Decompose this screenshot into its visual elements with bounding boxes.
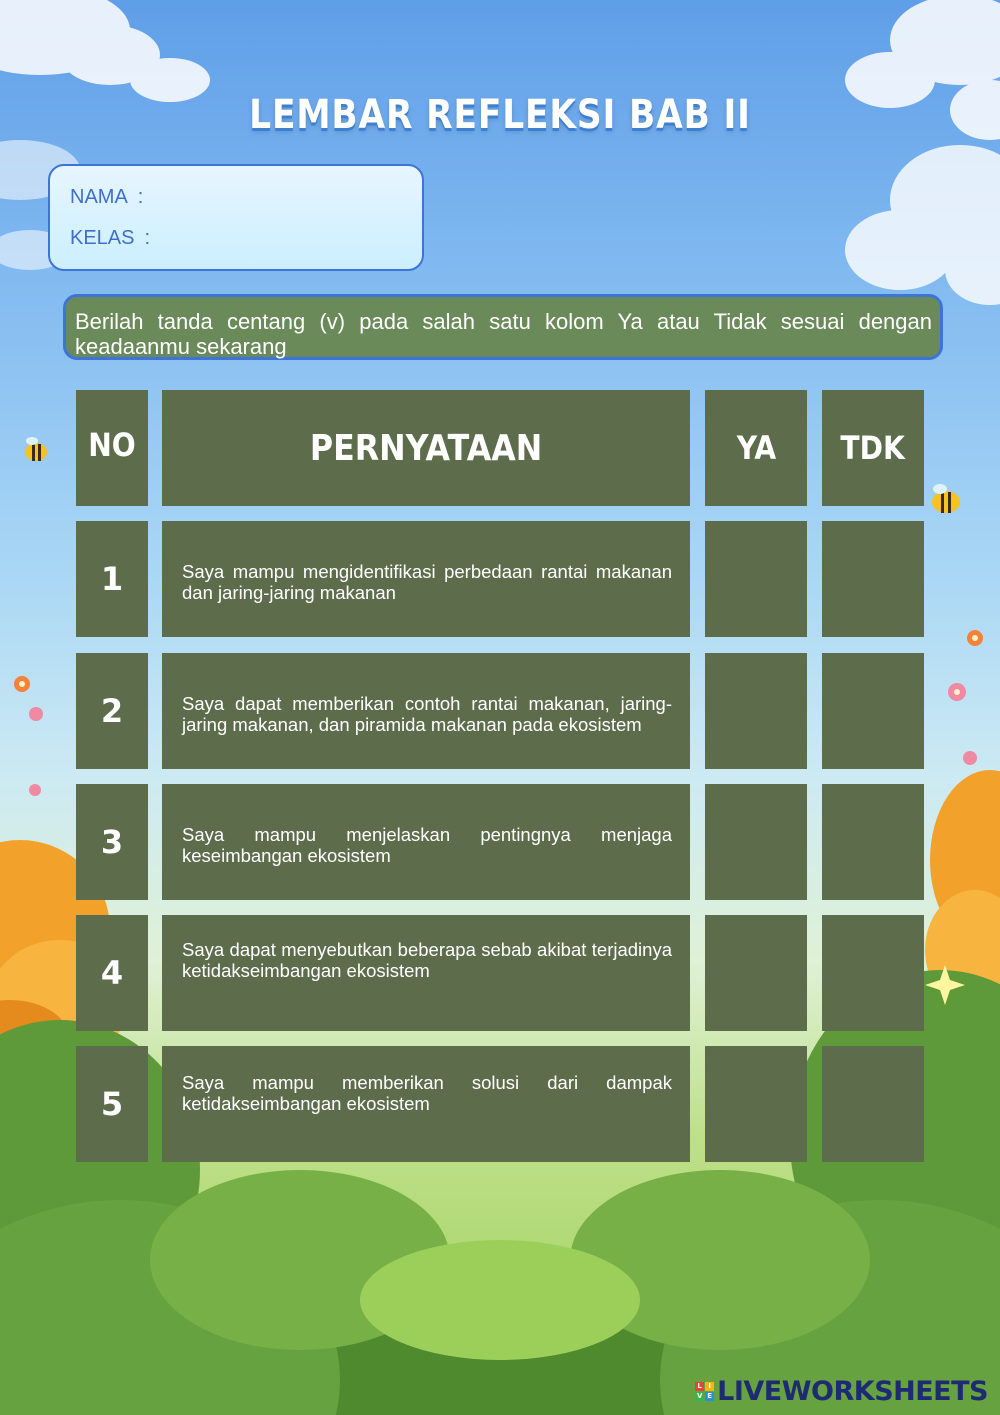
logo-letter-l: L	[695, 1382, 704, 1391]
row-2-statement: Saya dapat memberikan contoh rantai makanan, jaring-jaring makanan, dan piramida makanan pada ekosistem	[162, 653, 690, 769]
row-3-yes-checkbox[interactable]	[705, 784, 807, 900]
row-5-yes-checkbox[interactable]	[705, 1046, 807, 1162]
row-5-statement: Saya mampu memberikan solusi dari dampak ketidakseimbangan ekosistem	[162, 1046, 690, 1162]
row-3-statement: Saya mampu menjelaskan pentingnya menjaga keseimbangan ekosistem	[162, 784, 690, 900]
class-line	[70, 227, 150, 250]
header-statement	[162, 390, 690, 506]
row-3-no-checkbox[interactable]	[822, 784, 924, 900]
header-tdk	[822, 390, 924, 506]
logo-letter-v: V	[696, 1392, 703, 1400]
row-2-yes-checkbox[interactable]	[705, 653, 807, 769]
logo-letter-i: I	[705, 1382, 714, 1391]
row-4-no-checkbox[interactable]	[822, 915, 924, 1031]
row-5-no-checkbox[interactable]	[822, 1046, 924, 1162]
row-4-yes-checkbox[interactable]	[705, 915, 807, 1031]
header-statement-label: PERNYATAAN	[309, 427, 543, 469]
name-line	[70, 186, 143, 209]
cloud-top-left	[0, 0, 210, 102]
liveworksheets-brand-name: LIVEWORKSHEETS	[717, 1376, 988, 1407]
row-1-number: 1	[76, 521, 148, 637]
row-4-statement: Saya dapat menyebutkan beberapa sebab akibat terjadinya ketidakseimbangan ekosistem	[162, 915, 690, 1031]
row-2-number: 2	[76, 653, 148, 769]
liveworksheets-logo[interactable]	[695, 1376, 988, 1407]
header-no	[76, 390, 148, 506]
cloud-right	[845, 145, 1000, 305]
row-1-no-checkbox[interactable]	[822, 521, 924, 637]
page-title: LEMBAR REFLEKSI BAB II	[249, 92, 751, 138]
instruction-box: Berilah tanda centang (v) pada salah satu kolom Ya atau Tidak sesuai dengan keadaanmu sekarang	[63, 294, 943, 360]
row-1-yes-checkbox[interactable]	[705, 521, 807, 637]
identity-box	[48, 164, 424, 271]
row-2-no-checkbox[interactable]	[822, 653, 924, 769]
bee-left	[25, 437, 47, 461]
name-label: NAMA	[70, 186, 128, 208]
class-colon: :	[144, 227, 151, 249]
green-bushes	[0, 970, 1000, 1415]
header-yes	[705, 390, 807, 506]
logo-letter-e: E	[705, 1392, 714, 1401]
liveworksheets-logo-icon	[695, 1382, 714, 1401]
row-3-number: 3	[76, 784, 148, 900]
header-tdk-label: TDK	[840, 429, 906, 467]
row-4-number: 4	[76, 915, 148, 1031]
row-5-number: 5	[76, 1046, 148, 1162]
bee-right	[932, 484, 960, 513]
header-no-label: NO	[88, 426, 136, 464]
name-colon: :	[137, 186, 144, 208]
row-1-statement: Saya mampu mengidentifikasi perbedaan rantai makanan dan jaring-jaring makanan	[162, 521, 690, 637]
header-yes-label: YA	[736, 429, 776, 467]
class-label: KELAS	[70, 227, 135, 249]
